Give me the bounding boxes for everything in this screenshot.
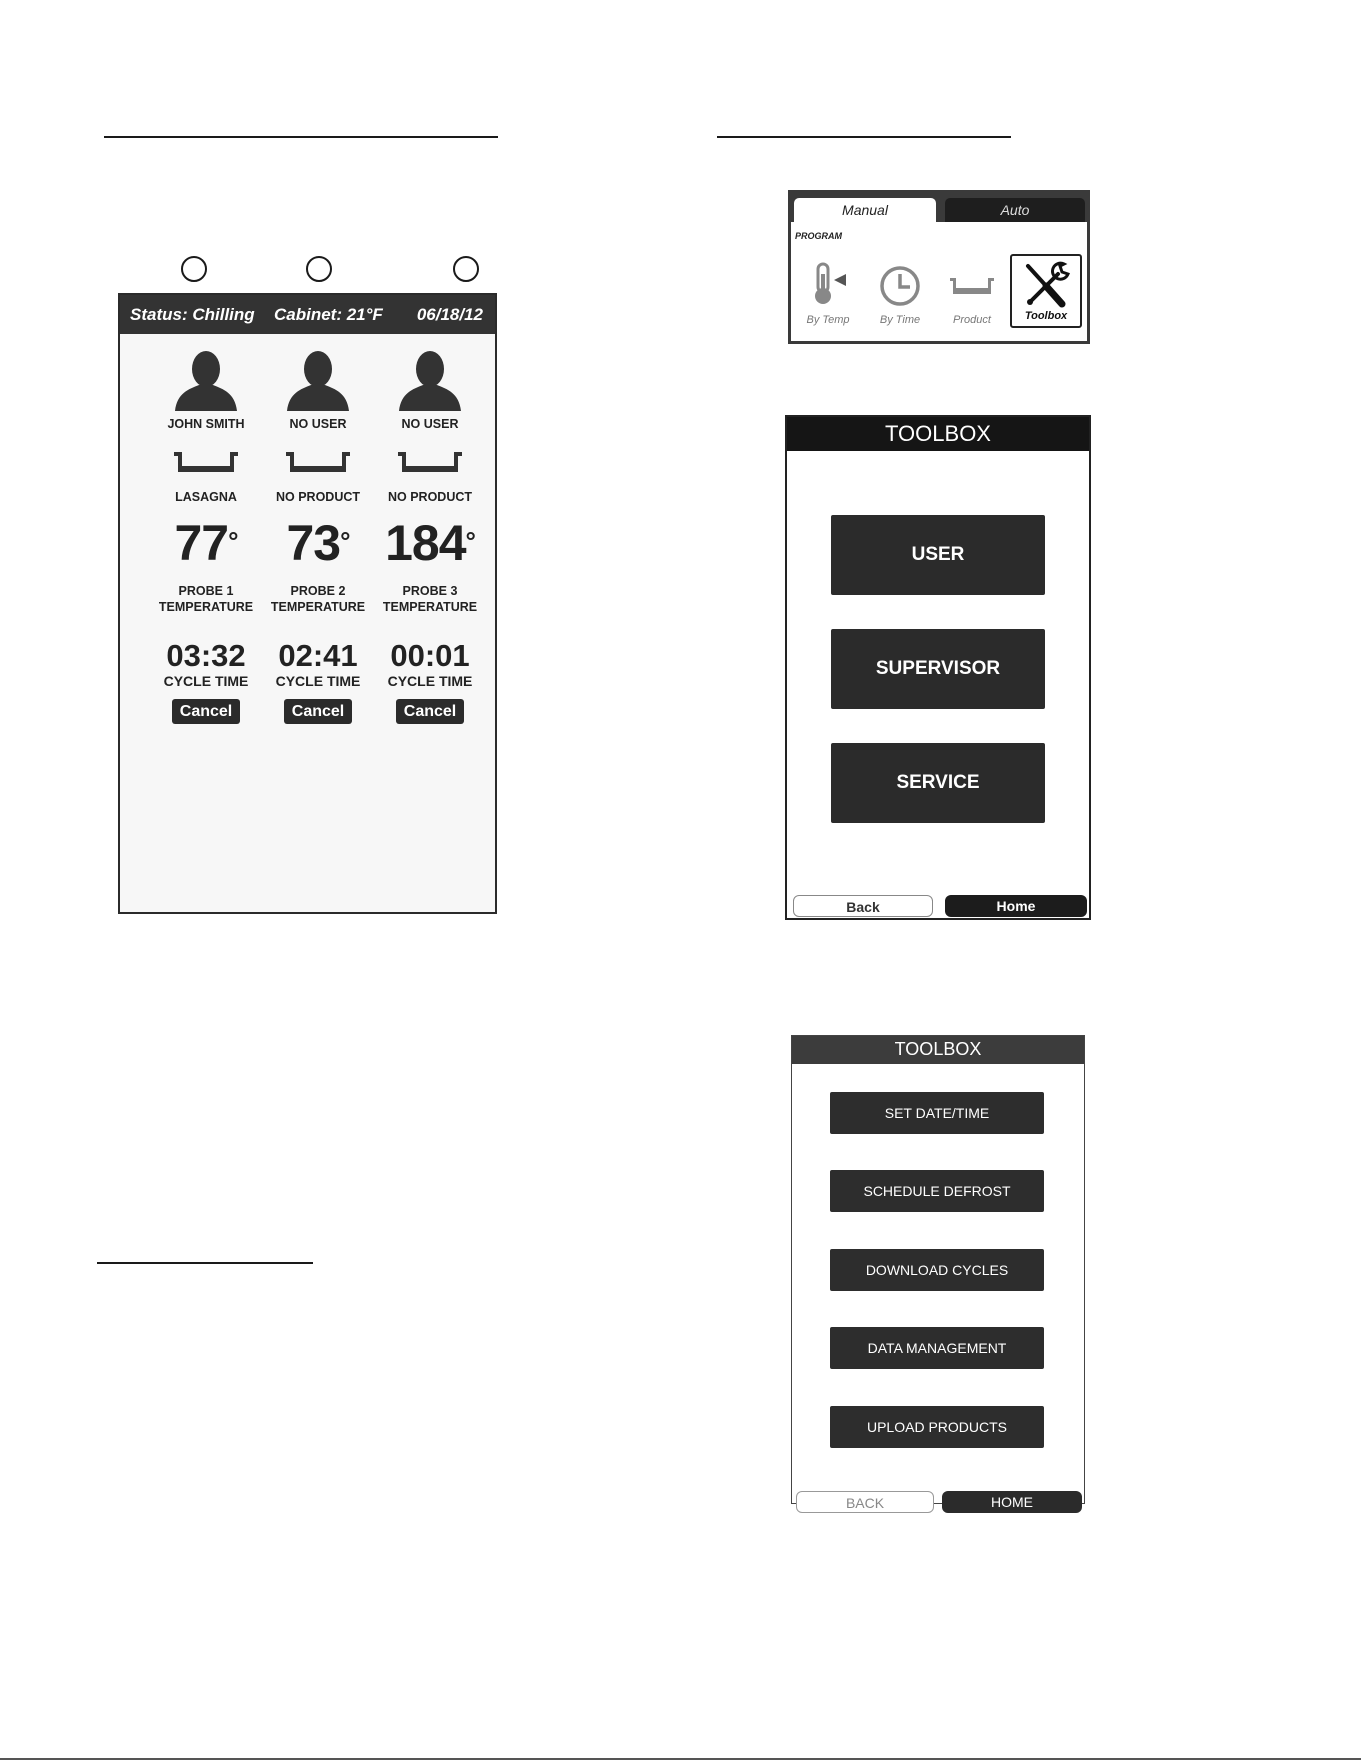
callout-marker xyxy=(453,256,479,282)
user-button[interactable]: USER xyxy=(831,515,1045,595)
toolbox-screen-main xyxy=(785,415,1091,920)
upload-products-button[interactable]: UPLOAD PRODUCTS xyxy=(830,1406,1044,1448)
probe-label: PROBE 1 xyxy=(178,584,234,598)
probe-column-2 xyxy=(263,339,373,724)
toolbox-screen-service xyxy=(791,1035,1085,1511)
user-name: NO USER xyxy=(289,417,347,431)
product-label: Product xyxy=(953,314,991,326)
program-toolbox-button[interactable] xyxy=(1010,254,1082,328)
callout-marker xyxy=(306,256,332,282)
wrench-screwdriver-icon xyxy=(1020,258,1072,310)
data-management-button[interactable]: DATA MANAGEMENT xyxy=(830,1327,1044,1369)
user-name: JOHN SMITH xyxy=(167,417,245,431)
user-silhouette-icon[interactable] xyxy=(397,349,463,411)
program-product-button[interactable] xyxy=(939,258,1005,330)
cancel-button-2[interactable]: Cancel xyxy=(284,699,352,724)
program-mode-panel xyxy=(788,190,1090,344)
supervisor-button[interactable]: SUPERVISOR xyxy=(831,629,1045,709)
set-date-time-button[interactable]: SET DATE/TIME xyxy=(830,1092,1044,1134)
home-button[interactable]: Home xyxy=(945,895,1087,917)
date-text: 06/18/12 xyxy=(416,305,483,324)
cycle-time-value: 03:32 xyxy=(166,638,246,673)
cancel-button-3[interactable]: Cancel xyxy=(396,699,464,724)
probe-temperature: 77° xyxy=(174,515,238,571)
cycle-time-label: CYCLE TIME xyxy=(387,673,473,689)
tab-auto[interactable]: Auto xyxy=(945,198,1085,222)
product-pan-icon[interactable] xyxy=(394,448,466,478)
user-silhouette-icon[interactable] xyxy=(285,349,351,411)
toolbox-title: TOOLBOX xyxy=(792,1036,1084,1064)
product-name: NO PRODUCT xyxy=(275,490,361,504)
back-button[interactable]: Back xyxy=(793,895,933,917)
product-pan-icon[interactable] xyxy=(170,448,242,478)
probe-column-3 xyxy=(375,339,485,724)
toolbox-title: TOOLBOX xyxy=(787,417,1089,451)
cabinet-temp-text: Cabinet: 21°F xyxy=(274,305,383,324)
product-pan-icon xyxy=(947,272,997,302)
tab-manual[interactable]: Manual xyxy=(794,198,936,222)
program-by-temp-button[interactable] xyxy=(795,258,861,330)
callout-marker xyxy=(181,256,207,282)
heading-rule-bottom-left xyxy=(97,1262,313,1264)
back-button[interactable]: BACK xyxy=(796,1491,934,1513)
cancel-button-1[interactable]: Cancel xyxy=(172,699,240,724)
cycle-time-label: CYCLE TIME xyxy=(275,673,361,689)
status-screen xyxy=(118,293,497,914)
probe-column-1 xyxy=(151,339,261,724)
probe-sublabel: TEMPERATURE xyxy=(382,600,478,614)
by-time-label: By Time xyxy=(879,314,921,326)
heading-rule-left xyxy=(104,136,498,138)
download-cycles-button[interactable]: DOWNLOAD CYCLES xyxy=(830,1249,1044,1291)
program-label: PROGRAM xyxy=(795,231,842,241)
program-panel-body xyxy=(791,222,1087,341)
product-name: LASAGNA xyxy=(175,490,237,504)
by-temp-label: By Temp xyxy=(806,314,850,326)
cycle-time-value: 02:41 xyxy=(278,638,358,673)
cycle-time-label: CYCLE TIME xyxy=(163,673,249,689)
user-silhouette-icon[interactable] xyxy=(173,349,239,411)
clock-icon xyxy=(876,262,924,310)
status-bar xyxy=(120,295,495,334)
heading-rule-right xyxy=(717,136,1011,138)
product-pan-icon[interactable] xyxy=(282,448,354,478)
status-text: Status: Chilling xyxy=(130,305,255,324)
user-name: NO USER xyxy=(401,417,459,431)
toolbox-label: Toolbox xyxy=(1024,310,1068,322)
probe-temperature: 184° xyxy=(385,515,475,571)
home-button[interactable]: HOME xyxy=(942,1491,1082,1513)
probe-label: PROBE 2 xyxy=(290,584,346,598)
cycle-time-value: 00:01 xyxy=(390,638,470,673)
probe-sublabel: TEMPERATURE xyxy=(158,600,254,614)
page-bottom-rule xyxy=(0,1758,1361,1760)
service-button[interactable]: SERVICE xyxy=(831,743,1045,823)
probe-sublabel: TEMPERATURE xyxy=(270,600,366,614)
program-by-time-button[interactable] xyxy=(867,258,933,330)
schedule-defrost-button[interactable]: SCHEDULE DEFROST xyxy=(830,1170,1044,1212)
thermometer-icon xyxy=(804,260,852,308)
probe-temperature: 73° xyxy=(286,515,350,571)
probe-label: PROBE 3 xyxy=(402,584,458,598)
product-name: NO PRODUCT xyxy=(387,490,473,504)
